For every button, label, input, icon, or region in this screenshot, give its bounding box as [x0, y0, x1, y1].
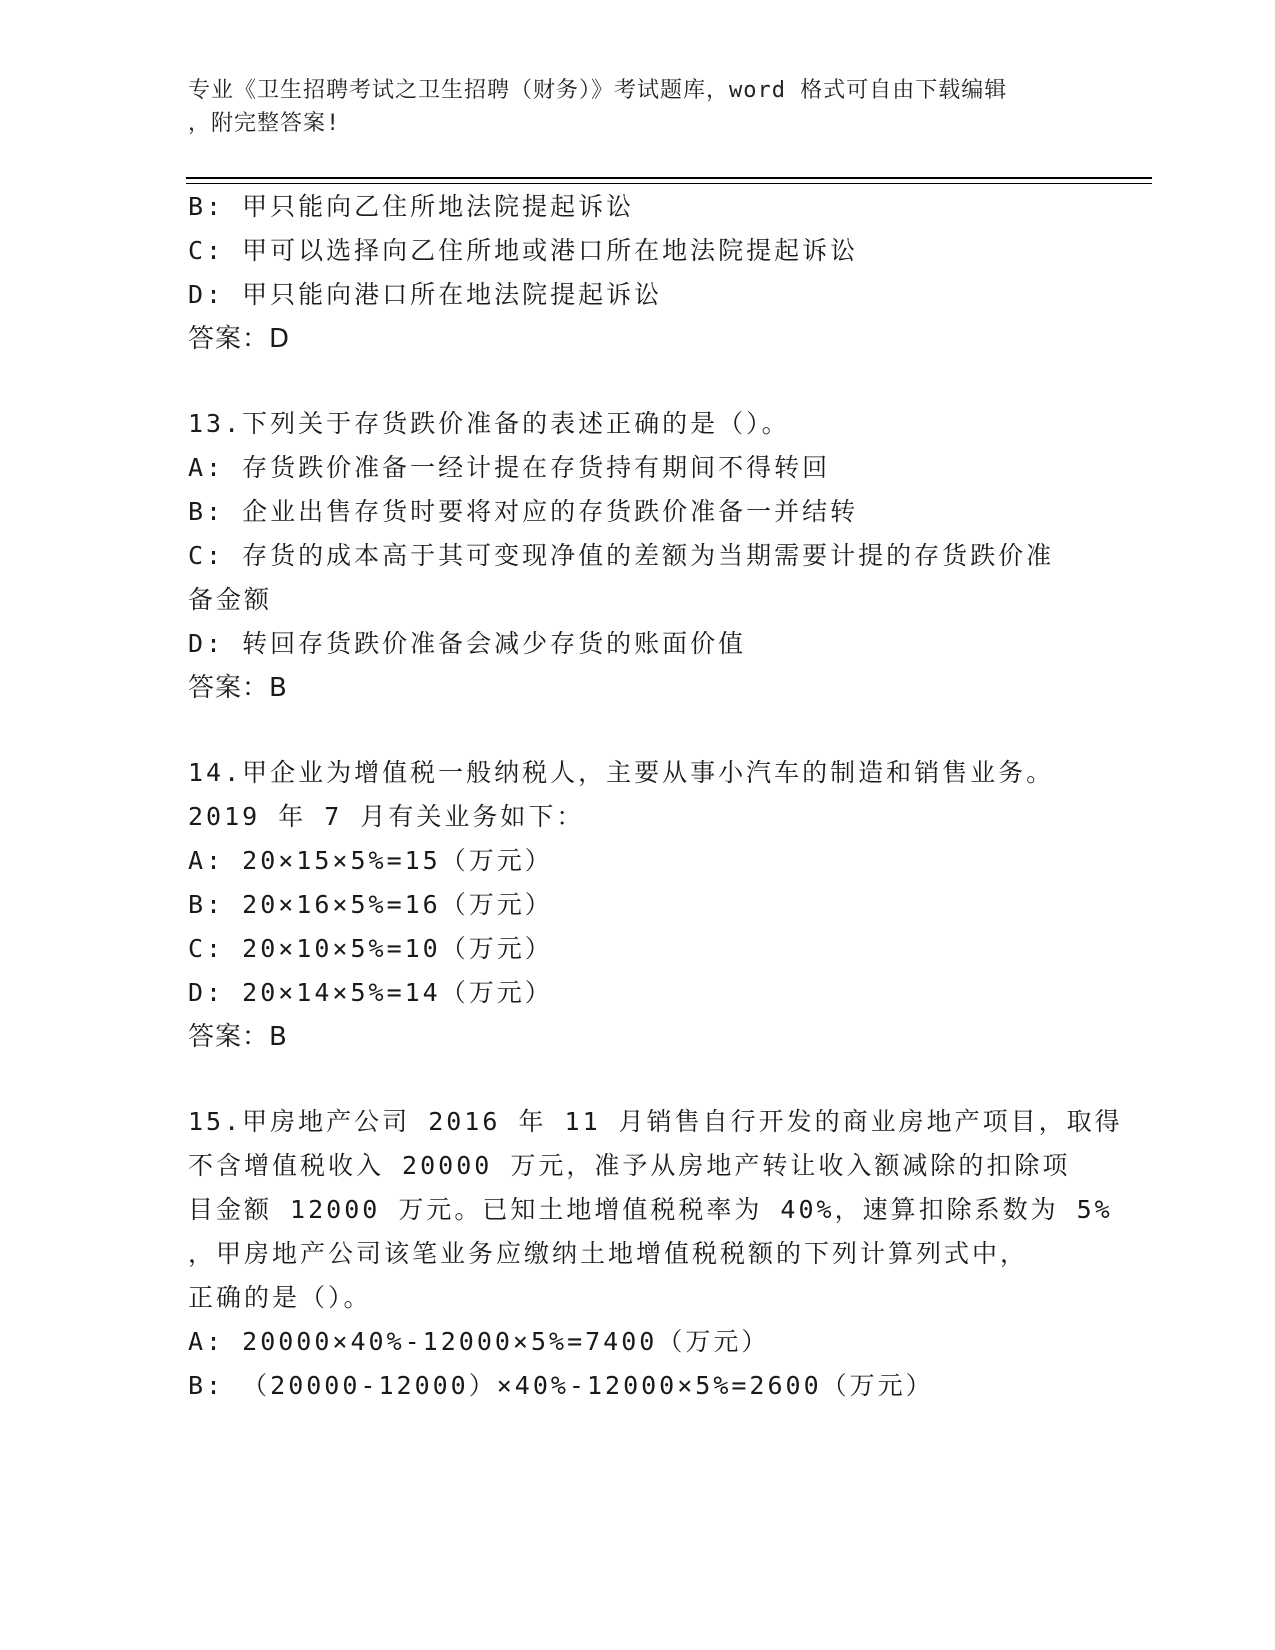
question-14: 14.甲企业为增值税一般纳税人，主要从事小汽车的制造和销售业务。 [188, 758, 1055, 787]
question-14-cont: 2019 年 7 月有关业务如下： [188, 802, 585, 831]
answer-q14: 答案：B [188, 1022, 288, 1052]
option-d-q12: D: 甲只能向港口所在地法院提起诉讼 [188, 280, 663, 309]
answer-q13: 答案：B [188, 673, 288, 703]
option-c-q13: C: 存货的成本高于其可变现净值的差额为当期需要计提的存货跌价准 [188, 541, 1055, 570]
option-c-q12: C: 甲可以选择向乙住所地或港口所在地法院提起诉讼 [188, 236, 859, 265]
option-b-q15: B: （20000-12000）×40%-12000×5%=2600（万元） [188, 1371, 934, 1400]
header-divider-thick [186, 177, 1152, 179]
option-d-q13: D: 转回存货跌价准备会减少存货的账面价值 [188, 629, 747, 658]
option-b-q13: B: 企业出售存货时要将对应的存货跌价准备一并结转 [188, 497, 859, 526]
option-c-q13-cont: 备金额 [188, 585, 273, 614]
question-15: 15.甲房地产公司 2016 年 11 月销售自行开发的商业房地产项目，取得 [188, 1107, 1123, 1136]
header-line-1: 专业《卫生招聘考试之卫生招聘（财务）》考试题库，word 格式可自由下载编辑 [188, 78, 1008, 103]
option-b-q14: B: 20×16×5%=16（万元） [188, 890, 553, 919]
header-line-2: ，附完整答案! [188, 111, 341, 136]
question-15-cont-2: 目金额 12000 万元。已知土地增值税税率为 40%，速算扣除系数为 5% [188, 1195, 1113, 1224]
option-b-q12: B: 甲只能向乙住所地法院提起诉讼 [188, 192, 635, 221]
option-a-q14: A: 20×15×5%=15（万元） [188, 846, 553, 875]
option-a-q13: A: 存货跌价准备一经计提在存货持有期间不得转回 [188, 453, 831, 482]
header-divider-thin [186, 183, 1152, 184]
question-13: 13.下列关于存货跌价准备的表述正确的是（）。 [188, 409, 790, 438]
option-c-q14: C: 20×10×5%=10（万元） [188, 934, 553, 963]
question-15-cont-3: ，甲房地产公司该笔业务应缴纳土地增值税税额的下列计算列式中， [188, 1239, 1029, 1268]
question-15-cont-4: 正确的是（）。 [188, 1283, 372, 1312]
answer-q12: 答案：D [188, 324, 291, 354]
option-d-q14: D: 20×14×5%=14（万元） [188, 978, 553, 1007]
question-15-cont-1: 不含增值税收入 20000 万元，准予从房地产转让收入额减除的扣除项 [188, 1151, 1071, 1180]
option-a-q15: A: 20000×40%-12000×5%=7400（万元） [188, 1327, 770, 1356]
document-header [188, 74, 1068, 140]
